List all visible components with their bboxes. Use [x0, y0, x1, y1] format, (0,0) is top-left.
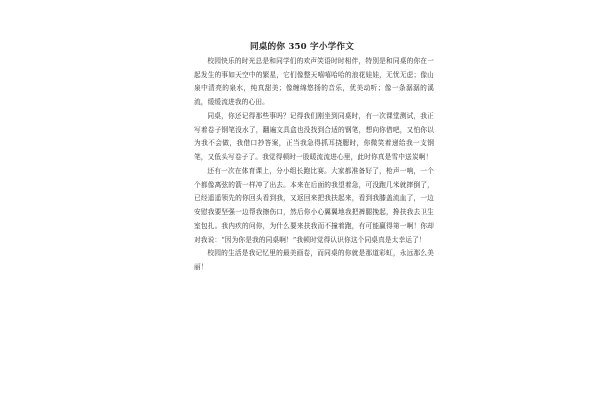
document-body — [194, 55, 434, 275]
paragraph-race-story: 还有一次在体育课上，分小组长跑比赛。大家都准备好了，枪声一响，一个个都像离弦的箭一样冲了出去。本来在后面的我望着急，可没跑几米就摔倒了，已经遥遥领先的你回头看到我，又返回来把我扶起来，看到我膝盖流血了，一边安慰我要坚强一边帮我擦伤口，然后你小心翼翼地我把裤腿挽起，搀扶我去卫生室包扎。我内疚的问你，为什么要来扶我而不撞着跑，有可能赢得第一啊！你却对我说：“因为你是我的同桌啊！”我顿时觉得认识你这个同桌真是太幸运了！ — [194, 167, 434, 244]
paragraph-intro: 校园快乐的时光总是和同学们的欢声笑语时时相伴，特别是和同桌的你在一起发生的事如天空中的繁星，它们像整天嘻嘻哈哈的浪花娃娃，无忧无虑；像山泉中清亮的泉水，纯真甜美；像缠绵悠扬的音乐，优美动听；像一条潺潺的溪流，缓缓流进我的心田。 — [194, 57, 434, 107]
paragraph-conclusion: 校园的生活是我记忆里的最美画卷，而同桌的你就是那道彩虹，永远那么美丽！ — [194, 249, 434, 272]
paragraph-pen-story: 同桌，你还记得那些事吗？记得我们刚坐到同桌时，有一次课堂测试，我正写着卷子钢笔没水了，翻遍文具盒也没找到合适的钢笔，想向你借吧，又怕你以为我不会做，我借口抄答案，正当我急得抓耳挠腮时，你微笑着递给我一支钢笔，又低头写卷子了。我觉得顿时一股暖流流进心里，此时你真是雪中送炭啊！ — [194, 112, 434, 162]
document-sheet — [164, 0, 440, 400]
document-title: 同桌的你 350 字小学作文 — [249, 42, 355, 52]
